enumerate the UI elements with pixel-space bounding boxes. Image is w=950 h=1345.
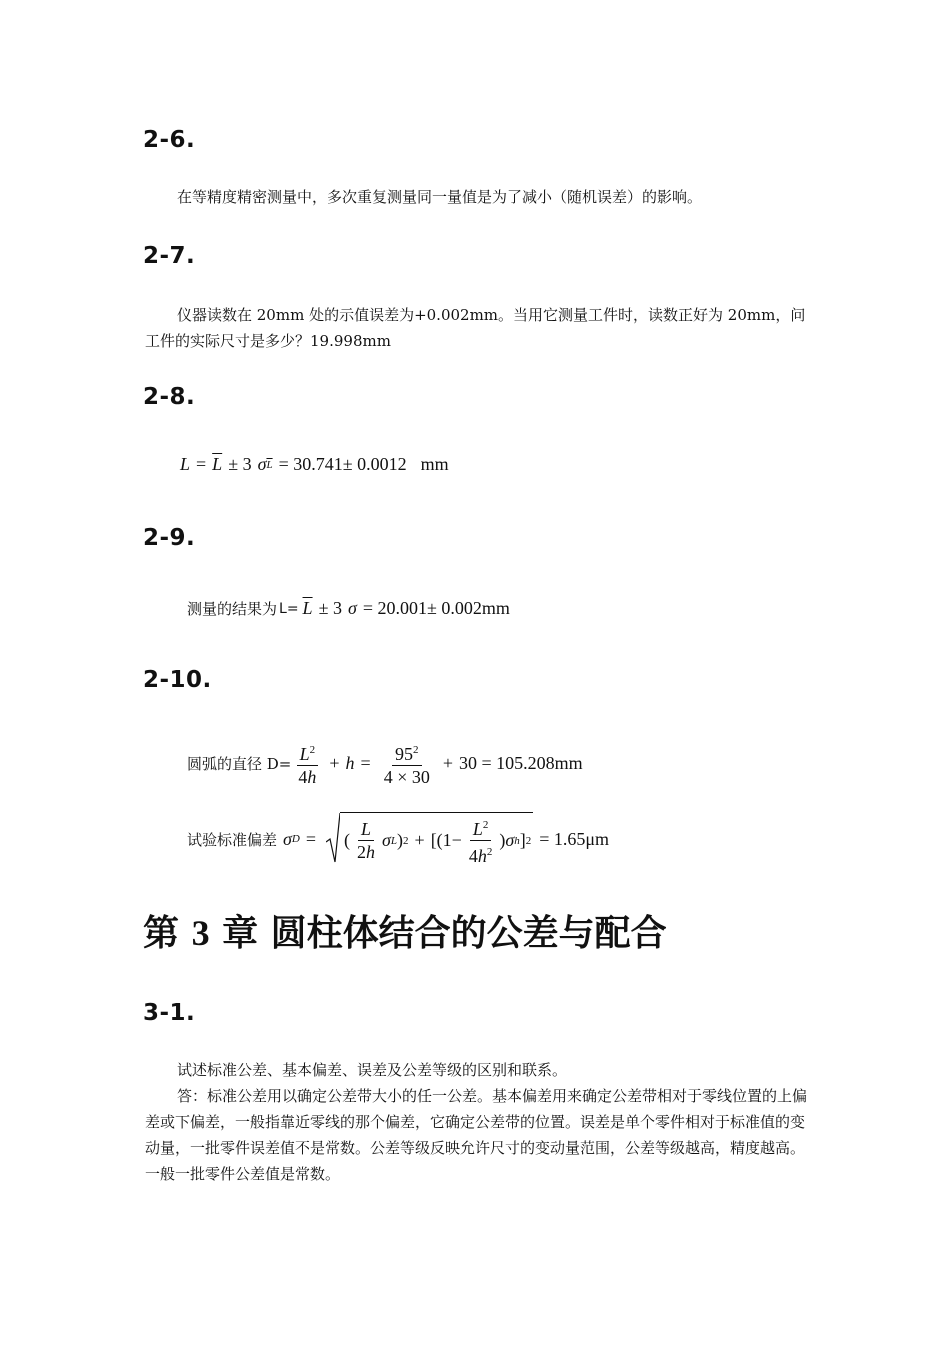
formula-std-deviation: 试验标准偏差 σ D = ( $\frac{L}{2h}$ σ L ) 2 + [(1− $\frac{L^2}{4h^2}$ ) σ h ] 2 = 1.65μm [187,812,609,866]
formula-2-8: L = $\overline{L}$ ± 3 σ $\overline{L}$ = 30.741± 0.0012 mm [180,454,449,474]
section-heading-2-9: 2-9. [143,525,196,551]
section-question-3-1: 试述标准公差、基本偏差、误差及公差等级的区别和联系。 [177,1061,568,1079]
fraction-95sq-4x30: $\frac{95^2}{4 \times 30}$ [381,740,433,787]
formula-value-diameter: 30 = 105.208mm [459,753,583,773]
formula-prefix-std: 试验标准偏差 [187,830,278,849]
section-answer-3-1: 答：标准公差用以确定公差带大小的任一公差。基本偏差用来确定公差带相对于零线位置的上偏差或下偏差，一般指靠近零线的那个偏差，它确定公差带的位置。误差是单个零件相对于标准值的变动量，一批零件误差值不是常数。公差等级反映允许尺寸的变动量范围，公差等级越高，精度越高。一般一批零件公差值是常数。 [145,1087,808,1183]
section-text-2-6: 在等精度精密测量中，多次重复测量同一量值是为了减小（随机误差）的影响。 [177,188,703,206]
fraction-L2-4h: $\frac{L^2}{4h}$ [295,740,319,787]
formula-2-9: 测量的结果为 L= $\overline{L}$ ± 3 σ = 20.001± 0.002mm [187,598,510,618]
formula-result-2-9: = 20.001± 0.002mm [362,598,510,618]
chapter-prefix: 第 [143,912,180,954]
chapter-name: 章 圆柱体结合的公差与配合 [222,912,667,954]
formula-diameter: 圆弧的直径 D= $\frac{L^2}{4h}$ + h = $\frac{95^2}{4 \times 30}$ + 30 = 105.208mm [187,740,583,787]
chapter-number: 3 [191,913,210,953]
formula-symbol-L-bar: $\overline{L}$ [212,454,223,474]
formula-prefix-diameter: 圆弧的直径 D= [187,755,292,773]
square-root: ( $\frac{L}{2h}$ σ L ) 2 + [(1− $\frac{L^2}{4h^2}$ ) σ h ] 2 [326,812,533,866]
section-heading-2-7: 2-7. [143,243,196,269]
section-text-2-7: 仪器读数在 20mm 处的示值误差为+0.002mm。当用它测量工件时，读数正好为 20mm，问工件的实际尺寸是多少？19.998mm [145,306,806,350]
formula-value-std: = 1.65μm [539,828,610,849]
formula-unit-2-8: mm [420,454,449,474]
section-heading-2-10: 2-10. [143,667,212,693]
section-heading-3-1: 3-1. [143,1000,196,1026]
formula-symbol-L: L [180,454,191,474]
section-heading-2-6: 2-6. [143,127,196,153]
chapter-title [143,905,667,956]
section-heading-2-8: 2-8. [143,384,196,410]
formula-result-2-8: = 30.741± 0.0012 [278,454,407,474]
radical-sign-icon [326,812,340,864]
formula-prefix-2-9: 测量的结果为 [187,600,278,618]
